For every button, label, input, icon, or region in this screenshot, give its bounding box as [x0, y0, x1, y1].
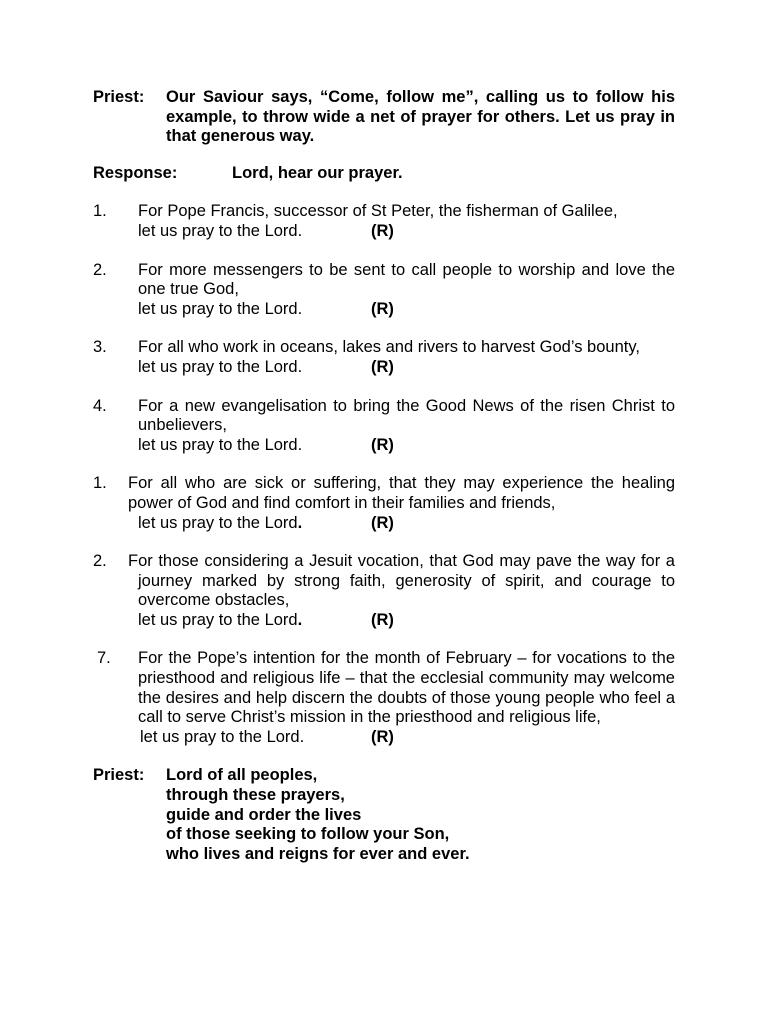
refrain-line	[138, 728, 675, 748]
refrain-text: let us pray to the Lord.	[138, 221, 303, 240]
opening-priest-block	[93, 88, 675, 147]
intercession-2	[93, 261, 675, 320]
refrain-line	[138, 358, 675, 378]
opening-priest-text: Our Saviour says, “Come, follow me”, calling us to follow his example, to throw wide a net of prayer for others. Let us pray in that generous way.	[166, 88, 675, 146]
closing-prayer	[166, 766, 675, 864]
intercession-5	[93, 474, 675, 533]
refrain-words: let us pray to the Lord	[138, 610, 298, 629]
intercession-number: 1.	[93, 202, 107, 221]
closing-line: who lives and reigns for ever and ever.	[166, 844, 470, 863]
response-label: Response:	[93, 163, 178, 182]
refrain-text	[138, 514, 371, 534]
refrain-text: let us pray to the Lord.	[138, 357, 303, 376]
response-text: Lord, hear our prayer.	[232, 163, 403, 182]
refrain-marker: (R)	[371, 435, 394, 454]
refrain-line	[138, 300, 675, 320]
intercession-7	[93, 649, 675, 747]
intercession-number: 2.	[93, 260, 107, 279]
intercession-text: For all who work in oceans, lakes and rivers to harvest God’s bounty,	[138, 338, 640, 357]
intercession-4	[93, 397, 675, 456]
intercession-text: For more messengers to be sent to call people to worship and love the one true God,	[138, 260, 675, 299]
intercession-3	[93, 338, 675, 377]
refrain-period: .	[297, 513, 303, 532]
closing-line: of those seeking to follow your Son,	[166, 825, 450, 844]
intercession-text: For the Pope’s intention for the month of February – for vocations to the priesthood and religious life – that the ecclesial community may welcome the desires and help discern the doubts of those young people who feel a call to serve Christ’s mission in the priesthood and religious life,	[138, 649, 675, 727]
closing-line: guide and order the lives	[166, 805, 362, 824]
response-block	[93, 164, 675, 184]
intercession-1	[93, 202, 675, 241]
refrain-text: let us pray to the Lord.	[138, 435, 303, 454]
closing-priest-label: Priest:	[93, 766, 145, 785]
opening-priest-label: Priest:	[93, 88, 145, 106]
intercession-number: 3.	[93, 338, 107, 357]
intercession-text: For those considering a Jesuit vocation, that God may pave the way for a journey marked by strong faith, generosity of spirit, and courage to overcome obstacles,	[128, 552, 675, 610]
refrain-marker: (R)	[371, 299, 394, 318]
prayer-document	[93, 88, 675, 864]
intercession-number: 2.	[93, 552, 107, 571]
intercession-number: 1.	[93, 474, 107, 493]
refrain-line	[128, 611, 675, 631]
refrain-text	[138, 611, 371, 631]
intercession-number: 7.	[97, 649, 111, 668]
closing-priest-block	[93, 766, 675, 864]
intercession-text: For Pope Francis, successor of St Peter, the fisherman of Galilee,	[138, 202, 618, 221]
refrain-line	[128, 514, 675, 534]
refrain-marker: (R)	[371, 610, 394, 629]
refrain-text: let us pray to the Lord.	[140, 727, 305, 746]
intercession-6	[93, 552, 675, 630]
intercession-text: For all who are sick or suffering, that they may experience the healing power of God and find comfort in their families and friends,	[128, 474, 675, 512]
closing-line: Lord of all peoples,	[166, 766, 318, 785]
refrain-line	[138, 222, 675, 242]
refrain-marker: (R)	[371, 513, 394, 532]
closing-line: through these prayers,	[166, 786, 345, 805]
intercession-text: For a new evangelisation to bring the Good News of the risen Christ to unbelievers,	[138, 396, 675, 435]
refrain-period: .	[297, 610, 303, 629]
refrain-words: let us pray to the Lord	[138, 513, 298, 532]
intercession-number: 4.	[93, 396, 107, 415]
refrain-text: let us pray to the Lord.	[138, 299, 303, 318]
refrain-line	[138, 436, 675, 456]
refrain-marker: (R)	[371, 727, 394, 746]
refrain-marker: (R)	[371, 221, 394, 240]
refrain-marker: (R)	[371, 357, 394, 376]
